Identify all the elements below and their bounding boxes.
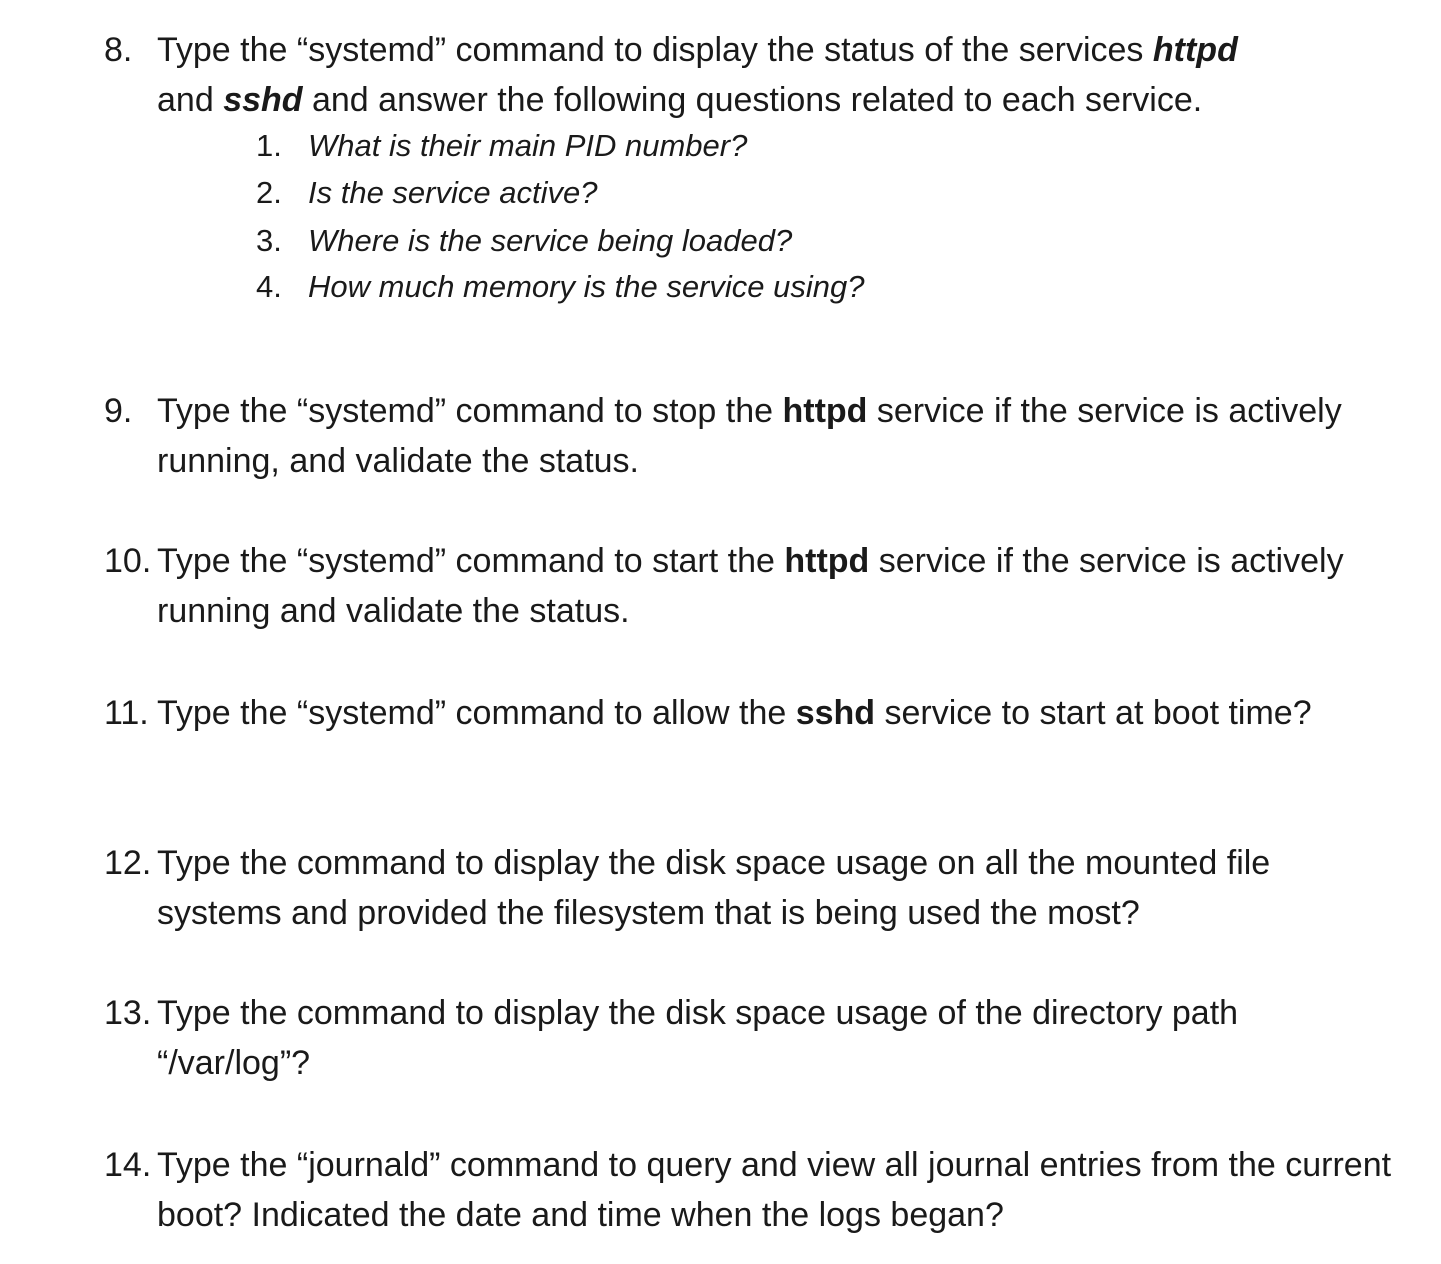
item-number: 8.: [104, 31, 133, 69]
service-name-httpd: httpd: [1152, 31, 1238, 69]
list-item-8: [104, 25, 1404, 125]
sub-item-text: Is the service active?: [308, 175, 598, 210]
service-name-httpd: httpd: [782, 392, 868, 430]
item-text: Type the command to display the disk space usage of the directory path “/var/log”?: [157, 994, 1239, 1082]
sub-item-text: How much memory is the service using?: [308, 269, 865, 304]
item-number: 9.: [104, 392, 133, 430]
list-item-12: [104, 838, 1404, 938]
item-text: Type the command to display the disk space usage on all the mounted file systems and provided the filesystem that is being used the most?: [157, 844, 1271, 932]
item-text: Type the “systemd” command to display the status of the services httpd and sshd and answer the following questions related to each service.: [157, 31, 1238, 119]
service-name-httpd: httpd: [784, 542, 870, 580]
item-number: 12.: [104, 844, 152, 882]
list-item-10: [104, 536, 1404, 636]
sub-list-item-4: [256, 263, 1156, 310]
list-item-9: [104, 386, 1404, 486]
sub-item-text: Where is the service being loaded?: [308, 223, 793, 258]
sub-item-number: 4.: [256, 269, 282, 304]
service-name-sshd: sshd: [223, 81, 303, 119]
list-item-14: [104, 1140, 1404, 1240]
item-text: Type the “systemd” command to allow the sshd service to start at boot time?: [157, 694, 1312, 732]
sub-item-text: What is their main PID number?: [308, 128, 748, 163]
item-number: 10.: [104, 542, 152, 580]
list-item-13: [104, 988, 1404, 1088]
sub-item-number: 2.: [256, 175, 282, 210]
item-text: Type the “systemd” command to stop the httpd service if the service is actively running, and validate the status.: [157, 392, 1342, 480]
item-number: 11.: [104, 694, 149, 732]
service-name-sshd: sshd: [795, 694, 876, 732]
sub-list-item-1: [256, 122, 1156, 169]
sub-list-item-2: [256, 169, 1156, 216]
sub-item-number: 1.: [256, 128, 282, 163]
item-text: Type the “journald” command to query and view all journal entries from the current boot? Indicated the date and time when the logs began?: [157, 1146, 1392, 1234]
sub-item-number: 3.: [256, 223, 282, 258]
list-item-11: [104, 688, 1404, 738]
sub-list-item-3: [256, 217, 1156, 264]
item-text: Type the “systemd” command to start the httpd service if the service is actively running and validate the status.: [157, 542, 1344, 630]
item-number: 14.: [104, 1146, 152, 1184]
item-number: 13.: [104, 994, 152, 1032]
